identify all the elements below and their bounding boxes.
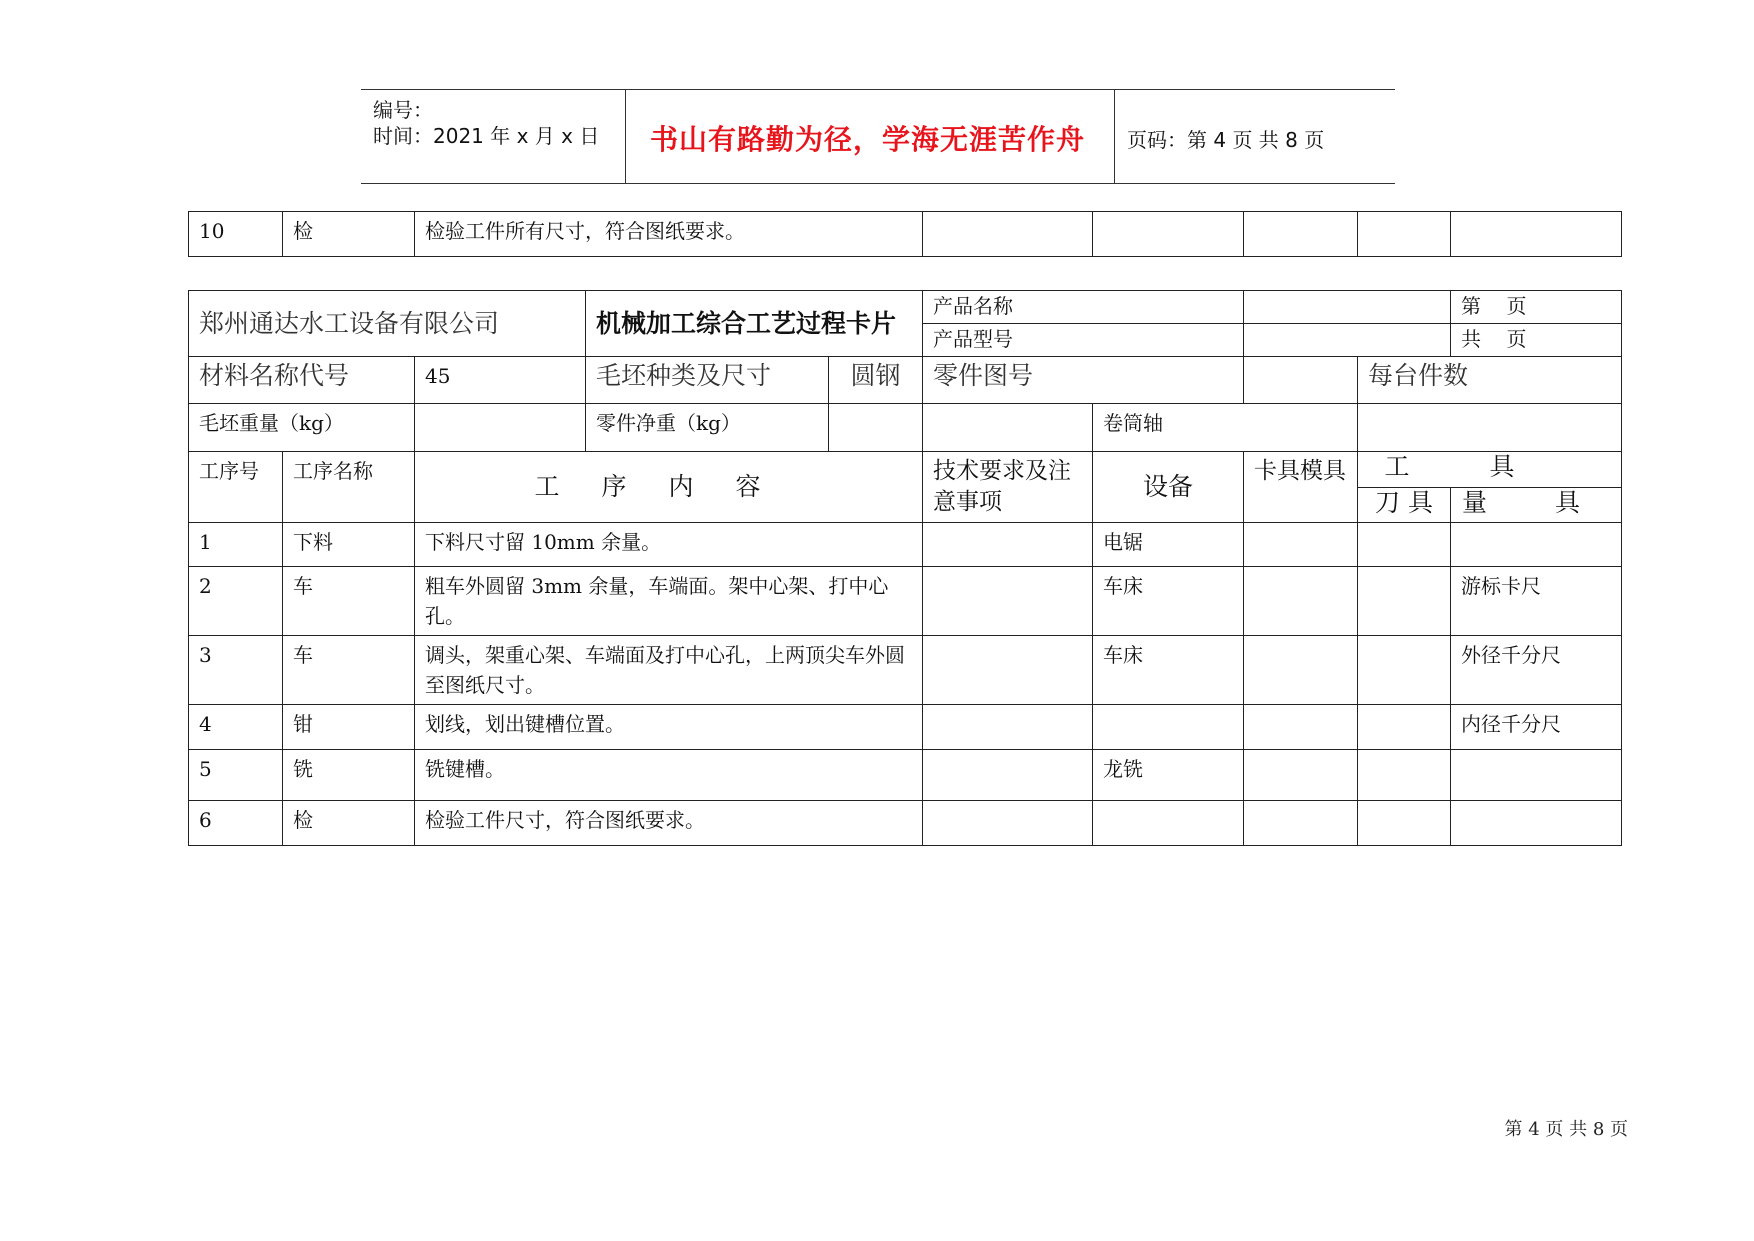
step-content: 划线，划出键槽位置。 <box>415 705 923 750</box>
step-cutter <box>1358 750 1451 801</box>
prev-table <box>188 211 1622 257</box>
step-name: 钳 <box>283 705 415 750</box>
net-weight-value <box>829 404 923 452</box>
step-equipment <box>1093 212 1244 257</box>
step-content: 检验工件尺寸，符合图纸要求。 <box>415 801 923 846</box>
step-name: 下料 <box>283 523 415 567</box>
step-tech <box>923 567 1093 636</box>
motto: 书山有路勤为径，学海无涯苦作舟 <box>650 123 1086 156</box>
card-title: 机械加工综合工艺过程卡片 <box>586 291 923 357</box>
step-no: 3 <box>189 636 283 705</box>
table-row <box>189 705 1622 750</box>
step-equipment: 龙铣 <box>1093 750 1244 801</box>
page-label: 页码：第 4 页 共 8 页 <box>1127 128 1325 152</box>
blank-weight-label: 毛坯重量（kg） <box>189 404 415 452</box>
net-weight-extra <box>923 404 1093 452</box>
step-measure: 内径千分尺 <box>1451 705 1622 750</box>
step-name: 检 <box>283 212 415 257</box>
step-equipment <box>1093 705 1244 750</box>
blank-type-label: 毛坯种类及尺寸 <box>586 357 829 404</box>
net-weight-label: 零件净重（kg） <box>586 404 829 452</box>
table-row <box>189 567 1622 636</box>
step-fixture <box>1244 636 1358 705</box>
step-measure: 游标卡尺 <box>1451 567 1622 636</box>
step-name: 车 <box>283 636 415 705</box>
step-tech <box>923 636 1093 705</box>
step-cutter <box>1358 567 1451 636</box>
process-card <box>188 290 1622 846</box>
step-no: 1 <box>189 523 283 567</box>
header-meta <box>361 90 626 183</box>
part-drawing-value <box>1244 357 1358 404</box>
step-cutter <box>1358 801 1451 846</box>
step-content: 铣键槽。 <box>415 750 923 801</box>
table-row <box>189 750 1622 801</box>
page-footer: 第 4 页 共 8 页 <box>1504 1119 1628 1140</box>
page-no-label: 第 页 <box>1451 291 1622 324</box>
step-name: 检 <box>283 801 415 846</box>
step-fixture <box>1244 750 1358 801</box>
step-name: 铣 <box>283 750 415 801</box>
step-measure <box>1451 523 1622 567</box>
step-equipment <box>1093 801 1244 846</box>
col-header-content: 工序内容 <box>415 452 923 523</box>
step-fixture <box>1244 523 1358 567</box>
step-no: 2 <box>189 567 283 636</box>
material-value: 45 <box>415 357 586 404</box>
col-header-measure: 量 具 <box>1451 487 1622 523</box>
step-tech <box>923 750 1093 801</box>
code-label: 编号： <box>373 98 433 122</box>
part-name-value: 卷筒轴 <box>1093 404 1358 452</box>
product-model-value <box>1244 324 1451 357</box>
step-tech <box>923 705 1093 750</box>
time-label: 时间：2021 年 x 月 x 日 <box>373 124 600 148</box>
col-header-equipment: 设备 <box>1093 452 1244 523</box>
step-cutter <box>1358 636 1451 705</box>
step-cutter <box>1358 523 1451 567</box>
step-fixture <box>1244 567 1358 636</box>
col-header-tools: 工具 <box>1358 452 1622 488</box>
document-header <box>361 89 1395 184</box>
step-equipment: 车床 <box>1093 567 1244 636</box>
product-name-label: 产品名称 <box>923 291 1244 324</box>
step-fixture <box>1244 801 1358 846</box>
step-cutter <box>1358 705 1451 750</box>
step-name: 车 <box>283 567 415 636</box>
step-no: 4 <box>189 705 283 750</box>
page-total-label: 共 页 <box>1451 324 1622 357</box>
blank-weight-value <box>415 404 586 452</box>
part-drawing-label: 零件图号 <box>923 357 1244 404</box>
step-fixture <box>1244 212 1358 257</box>
material-label: 材料名称代号 <box>189 357 415 404</box>
step-measure <box>1451 750 1622 801</box>
col-header-name: 工序名称 <box>283 452 415 523</box>
step-measure <box>1451 212 1622 257</box>
step-content: 粗车外圆留 3mm 余量，车端面。架中心架、打中心孔。 <box>415 567 923 636</box>
header-page-cell <box>1115 90 1395 183</box>
col-header-fixture: 卡具模具 <box>1244 452 1358 523</box>
table-row <box>189 212 1622 257</box>
product-model-label: 产品型号 <box>923 324 1244 357</box>
step-content: 检验工件所有尺寸，符合图纸要求。 <box>415 212 923 257</box>
step-equipment: 电锯 <box>1093 523 1244 567</box>
table-row <box>189 801 1622 846</box>
step-tech <box>923 212 1093 257</box>
step-tech <box>923 801 1093 846</box>
table-row <box>189 636 1622 705</box>
step-tech <box>923 523 1093 567</box>
step-no: 10 <box>189 212 283 257</box>
col-header-tech: 技术要求及注意事项 <box>923 452 1093 523</box>
step-content: 下料尺寸留 10mm 余量。 <box>415 523 923 567</box>
per-unit-label: 每台件数 <box>1358 357 1622 404</box>
part-name-extra <box>1358 404 1622 452</box>
col-header-no: 工序号 <box>189 452 283 523</box>
step-no: 6 <box>189 801 283 846</box>
step-cutter <box>1358 212 1451 257</box>
step-equipment: 车床 <box>1093 636 1244 705</box>
step-measure: 外径千分尺 <box>1451 636 1622 705</box>
step-fixture <box>1244 705 1358 750</box>
step-measure <box>1451 801 1622 846</box>
table-row <box>189 523 1622 567</box>
blank-type-value: 圆钢 <box>829 357 923 404</box>
step-content: 调头，架重心架、车端面及打中心孔，上两顶尖车外圆至图纸尺寸。 <box>415 636 923 705</box>
col-header-cutter: 刀 具 <box>1358 487 1451 523</box>
step-no: 5 <box>189 750 283 801</box>
product-name-value <box>1244 291 1451 324</box>
header-motto-cell <box>626 90 1115 183</box>
company-name: 郑州通达水工设备有限公司 <box>189 291 586 357</box>
